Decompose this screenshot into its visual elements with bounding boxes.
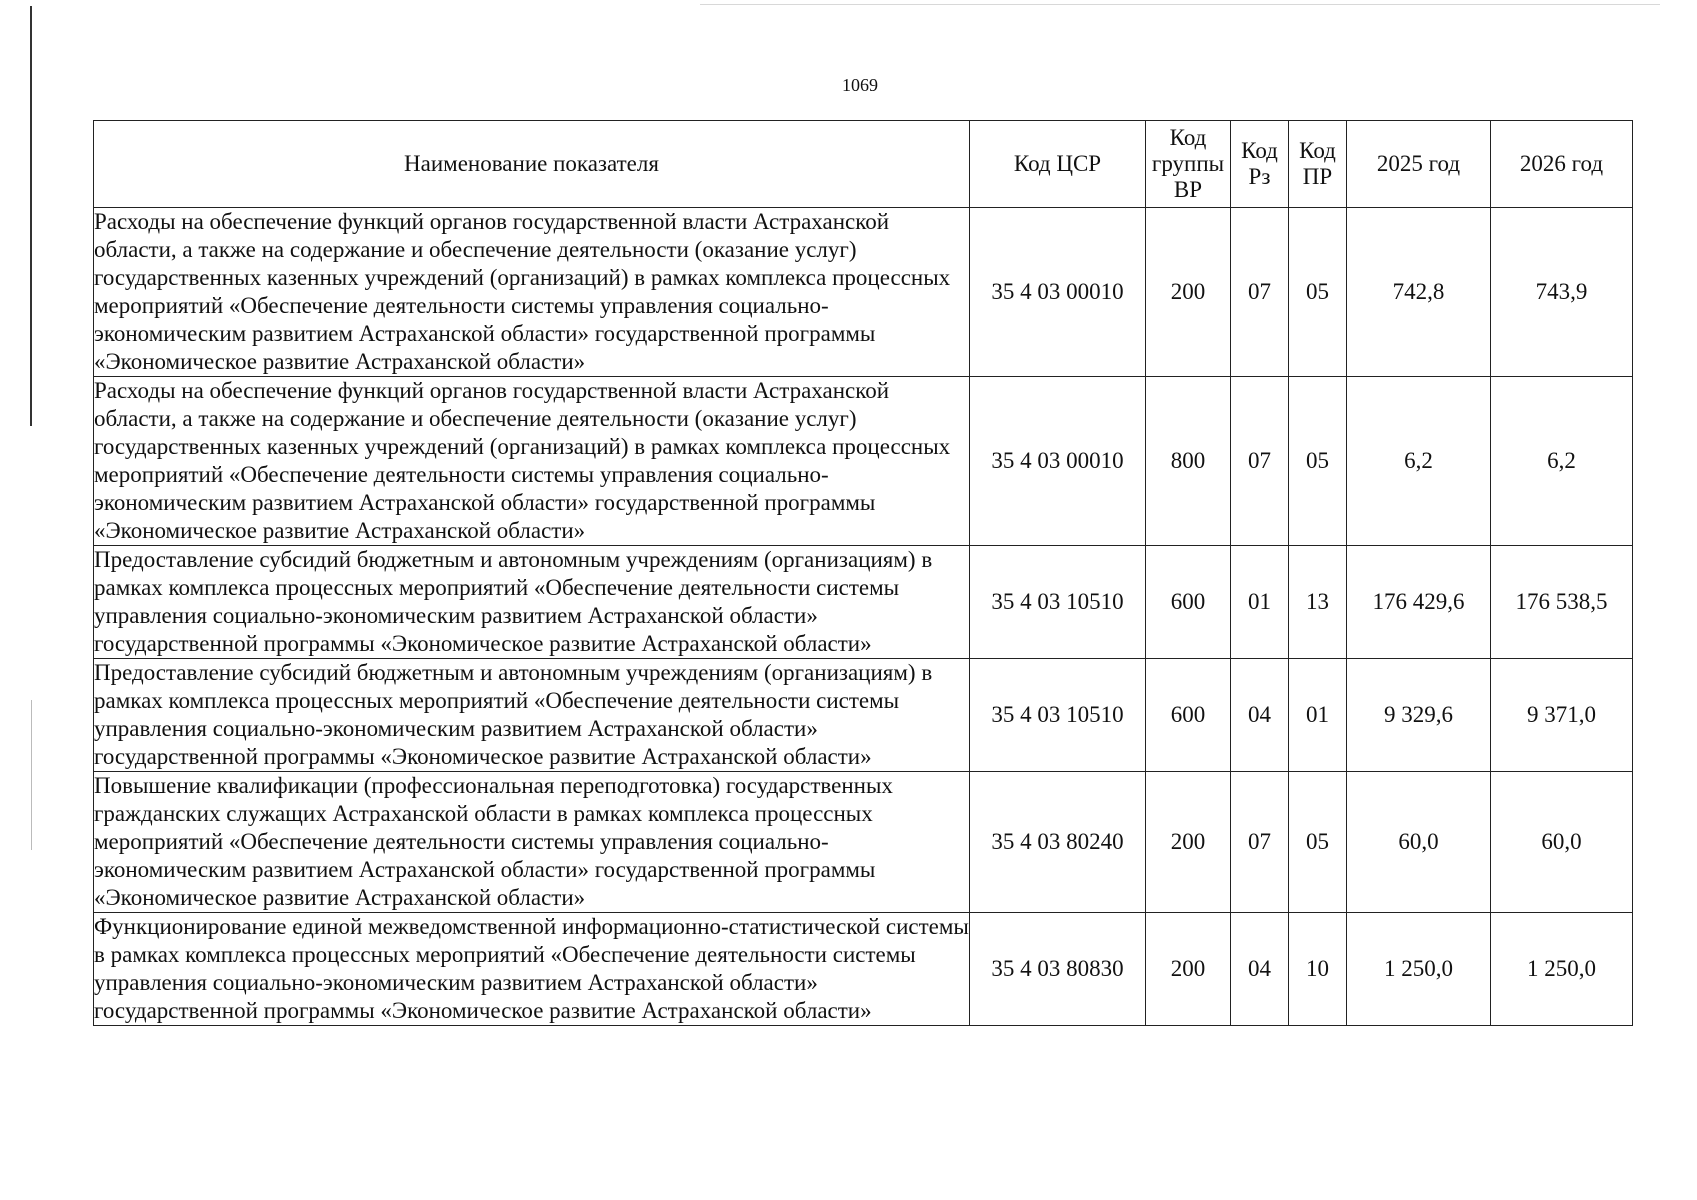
scan-edge-faint-line [31,700,32,850]
row-csr: 35 4 03 80830 [970,913,1146,1026]
table-header-row [94,121,1633,208]
table-row [94,377,1633,546]
row-csr: 35 4 03 10510 [970,546,1146,659]
row-pr: 05 [1289,772,1347,913]
row-rz: 04 [1231,913,1289,1026]
row-name: Повышение квалификации (профессиональная переподготовка) государственных гражданских служащих Астраханской области в рамках комплекса процессных мероприятий «Обеспечение деятельности системы управления социально-экономическим развитием Астраханской области» государственной программы «Экономическое развитие Астраханской области» [94,772,970,913]
row-name: Расходы на обеспечение функций органов государственной власти Астраханской области, а также на содержание и обеспечение деятельности (оказание услуг) государственных казенных учреждений (организаций) в рамках комплекса процессных мероприятий «Обеспечение деятельности системы управления социально-экономическим развитием Астраханской области» государственной программы «Экономическое развитие Астраханской области» [94,208,970,377]
row-2025: 60,0 [1347,772,1491,913]
row-pr: 05 [1289,377,1347,546]
row-csr: 35 4 03 00010 [970,208,1146,377]
row-vr: 800 [1146,377,1231,546]
row-2026: 1 250,0 [1491,913,1633,1026]
row-2026: 176 538,5 [1491,546,1633,659]
row-csr: 35 4 03 00010 [970,377,1146,546]
row-vr: 200 [1146,208,1231,377]
page-number: 1069 [842,75,878,95]
row-rz: 04 [1231,659,1289,772]
header-2026: 2026 год [1491,121,1633,208]
table-row [94,546,1633,659]
row-vr: 200 [1146,913,1231,1026]
row-vr: 600 [1146,659,1231,772]
header-csr: Код ЦСР [970,121,1146,208]
table-row [94,772,1633,913]
row-rz: 07 [1231,377,1289,546]
row-pr: 05 [1289,208,1347,377]
row-name: Предоставление субсидий бюджетным и автономным учреждениям (организациям) в рамках комплекса процессных мероприятий «Обеспечение деятельности системы управления социально-экономическим развитием Астраханской области» государственной программы «Экономическое развитие Астраханской области» [94,546,970,659]
header-name: Наименование показателя [94,121,970,208]
row-name: Расходы на обеспечение функций органов государственной власти Астраханской области, а также на содержание и обеспечение деятельности (оказание услуг) государственных казенных учреждений (организаций) в рамках комплекса процессных мероприятий «Обеспечение деятельности системы управления социально-экономическим развитием Астраханской области» государственной программы «Экономическое развитие Астраханской области» [94,377,970,546]
row-pr: 13 [1289,546,1347,659]
row-pr: 01 [1289,659,1347,772]
header-pr: Код ПР [1289,121,1347,208]
row-2025: 176 429,6 [1347,546,1491,659]
row-rz: 07 [1231,772,1289,913]
header-2025: 2025 год [1347,121,1491,208]
row-name: Предоставление субсидий бюджетным и автономным учреждениям (организациям) в рамках комплекса процессных мероприятий «Обеспечение деятельности системы управления социально-экономическим развитием Астраханской области» государственной программы «Экономическое развитие Астраханской области» [94,659,970,772]
scan-top-line [700,4,1660,5]
row-2025: 742,8 [1347,208,1491,377]
table-row [94,913,1633,1026]
header-rz: Код Рз [1231,121,1289,208]
row-2026: 9 371,0 [1491,659,1633,772]
row-vr: 600 [1146,546,1231,659]
row-2026: 60,0 [1491,772,1633,913]
row-rz: 01 [1231,546,1289,659]
row-pr: 10 [1289,913,1347,1026]
budget-table [93,120,1633,1026]
row-csr: 35 4 03 80240 [970,772,1146,913]
row-name: Функционирование единой межведомственной информационно-статистической системы в рамках комплекса процессных мероприятий «Обеспечение деятельности системы управления социально-экономическим развитием Астраханской области» государственной программы «Экономическое развитие Астраханской области» [94,913,970,1026]
table-row [94,208,1633,377]
row-2025: 1 250,0 [1347,913,1491,1026]
row-2025: 9 329,6 [1347,659,1491,772]
row-2026: 743,9 [1491,208,1633,377]
header-vr: Код группы ВР [1146,121,1231,208]
row-rz: 07 [1231,208,1289,377]
table-row [94,659,1633,772]
row-2025: 6,2 [1347,377,1491,546]
row-csr: 35 4 03 10510 [970,659,1146,772]
row-2026: 6,2 [1491,377,1633,546]
row-vr: 200 [1146,772,1231,913]
scan-edge-line [30,6,32,426]
